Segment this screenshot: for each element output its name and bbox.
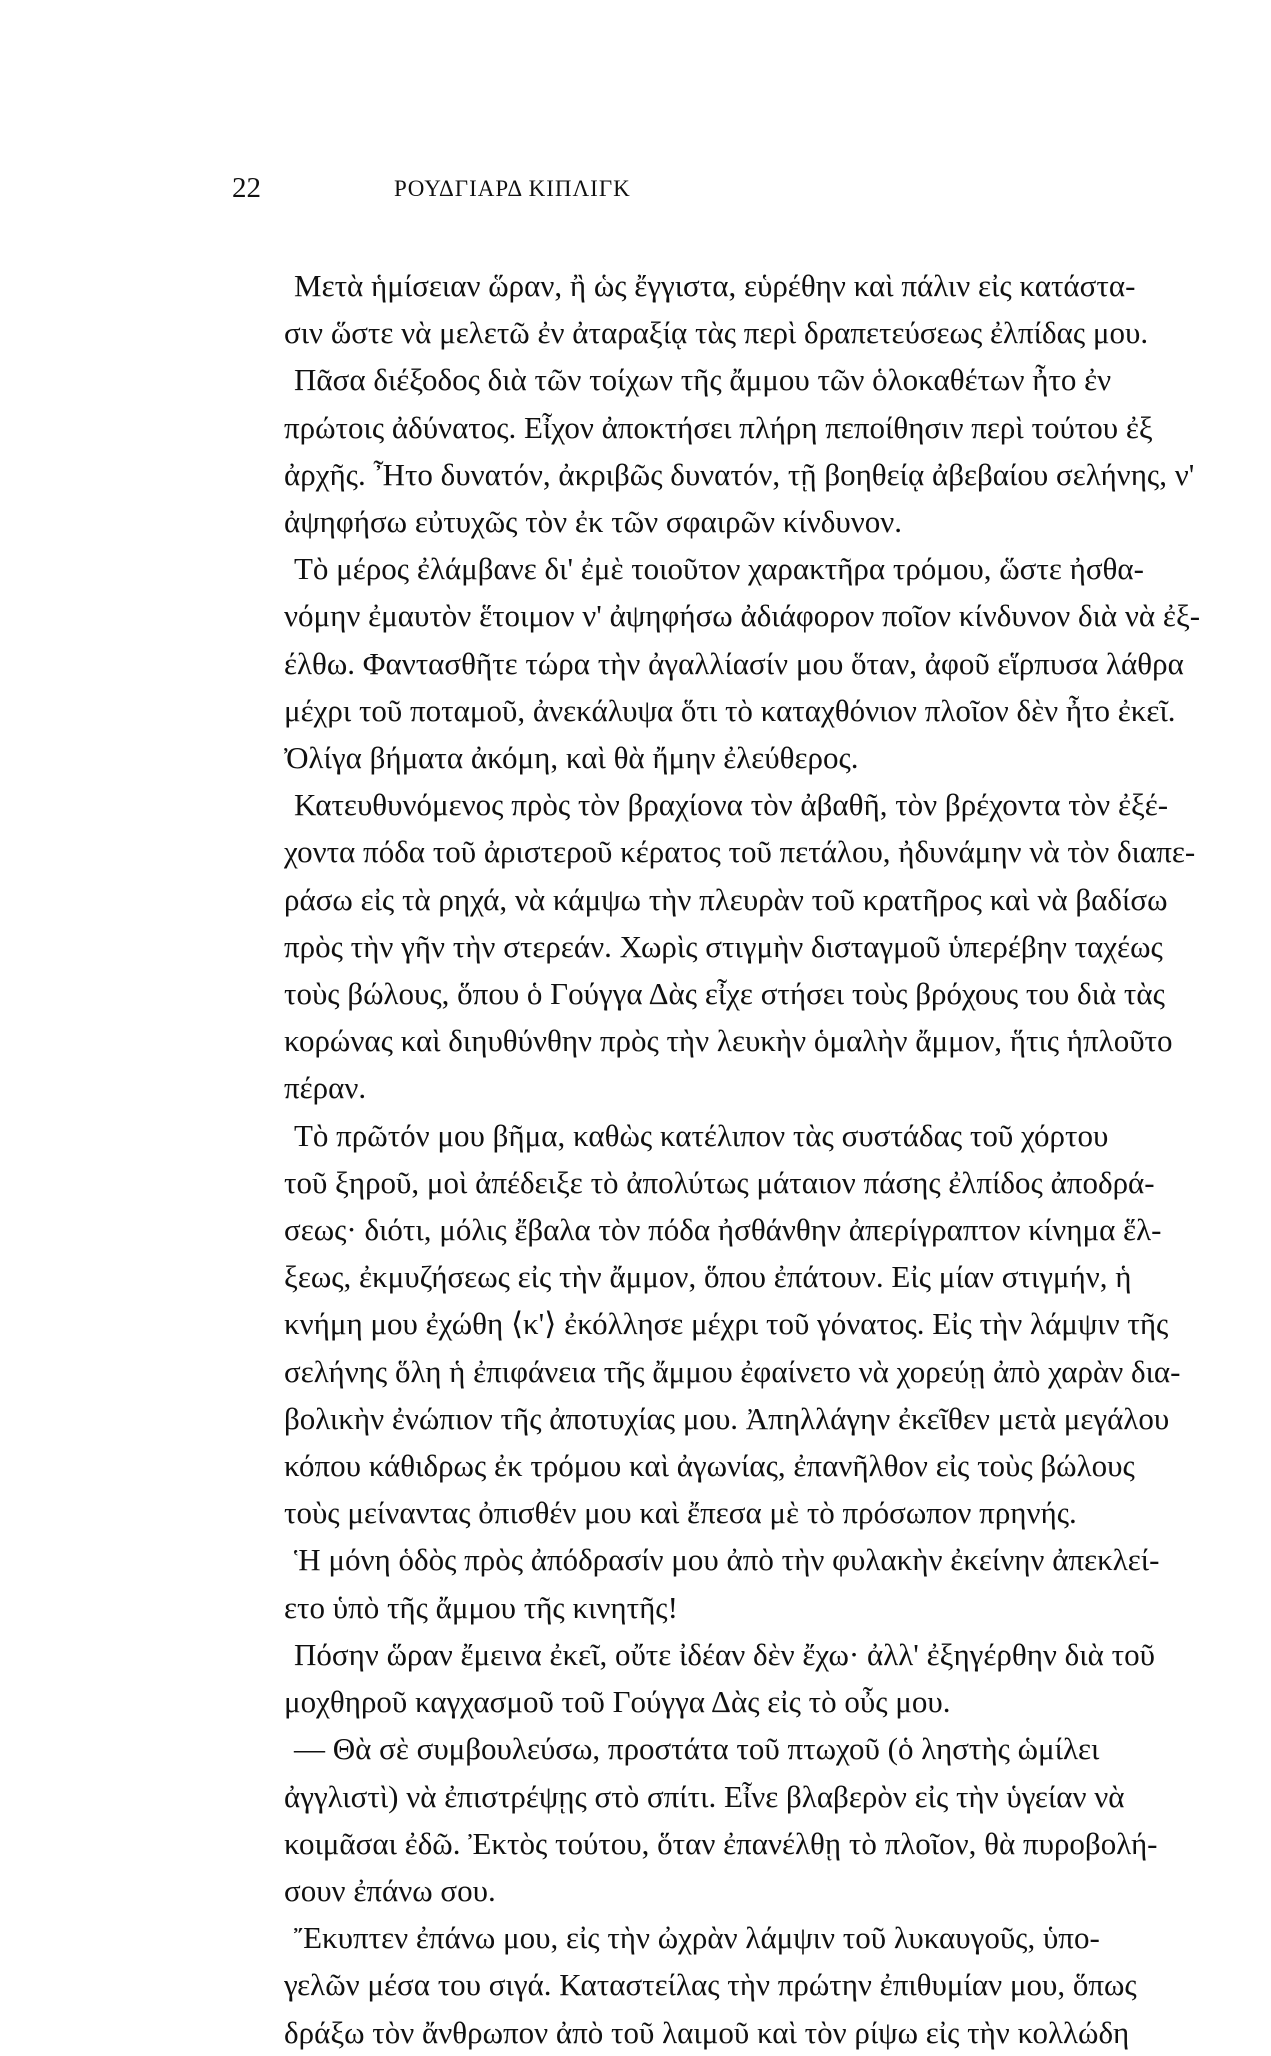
text-line: νόμην ἐμαυτὸν ἕτοιμον ν' ἀψηφήσω ἀδιάφορον ποῖον κίνδυνον διὰ νὰ ἐξ- bbox=[284, 598, 1201, 634]
text-line: σουν ἐπάνω σου. bbox=[284, 1872, 496, 1908]
text-line: Μετὰ ἡμίσειαν ὥραν, ἢ ὡς ἔγγιστα, εὑρέθην καὶ πάλιν εἰς κατάστα- bbox=[294, 268, 1136, 303]
text-line: βολικὴν ἐνώπιον τῆς ἀποτυχίας μου. Ἀπηλλάγην ἐκεῖθεν μετὰ μεγάλου bbox=[284, 1400, 1170, 1436]
text-line: σελήνης ὅλη ἡ ἐπιφάνεια τῆς ἄμμου ἐφαίνετο νὰ χορεύῃ ἀπὸ χαρὰν δια- bbox=[284, 1353, 1181, 1389]
body-text bbox=[284, 262, 1244, 2056]
text-line: ἀρχῆς. Ἦτο δυνατόν, ἀκριβῶς δυνατόν, τῇ βοηθείᾳ ἀβεβαίου σελήνης, ν' bbox=[284, 456, 1195, 492]
text-line: ἀγγλιστὶ) νὰ ἐπιστρέψῃς στὸ σπίτι. Εἶνε βλαβερὸν εἰς τὴν ὑγείαν νὰ bbox=[284, 1778, 1125, 1814]
text-line: μοχθηροῦ καγχασμοῦ τοῦ Γούγγα Δὰς εἰς τὸ οὖς μου. bbox=[284, 1684, 951, 1720]
text-line: ξεως, ἐκμυζήσεως εἰς τὴν ἄμμον, ὅπου ἐπάτουν. Εἰς μίαν στιγμήν, ἡ bbox=[284, 1259, 1132, 1295]
text-line: Ἡ μόνη ὁδὸς πρὸς ἀπόδρασίν μου ἀπὸ τὴν φυλακὴν ἐκείνην ἀπεκλεί- bbox=[294, 1542, 1160, 1578]
text-line: Τὸ μέρος ἐλάμβανε δι' ἐμὲ τοιοῦτον χαρακτῆρα τρόμου, ὥστε ἠσθα- bbox=[294, 551, 1144, 587]
text-line: κορώνας καὶ διηυθύνθην πρὸς τὴν λευκὴν ὁμαλὴν ἄμμον, ἥτις ἡπλοῦτο bbox=[284, 1023, 1173, 1059]
text-line: — Θὰ σὲ συμβουλεύσω, προστάτα τοῦ πτωχοῦ (ὁ ληστὴς ὡμίλει bbox=[294, 1731, 1100, 1767]
text-line: κνήμη μου ἐχώθη ⟨κ'⟩ ἐκόλλησε μέχρι τοῦ γόνατος. Εἰς τὴν λάμψιν τῆς bbox=[284, 1306, 1169, 1342]
text-line: τοῦ ξηροῦ, μοὶ ἀπέδειξε τὸ ἀπολύτως μάταιον πάσης ἐλπίδος ἀποδρά- bbox=[284, 1164, 1155, 1200]
text-line: δράξω τὸν ἄνθρωπον ἀπὸ τοῦ λαιμοῦ καὶ τὸν ρίψω εἰς τὴν κολλώδη bbox=[284, 2014, 1130, 2050]
text-line: Πόσην ὥραν ἔμεινα ἐκεῖ, οὔτε ἰδέαν δὲν ἔχω· ἀλλ' ἐξηγέρθην διὰ τοῦ bbox=[294, 1636, 1155, 1672]
text-line: χοντα πόδα τοῦ ἀριστεροῦ κέρατος τοῦ πετάλου, ἠδυνάμην νὰ τὸν διαπε- bbox=[284, 834, 1196, 870]
text-line: πέραν. bbox=[284, 1070, 367, 1106]
text-line: κόπου κάθιδρως ἐκ τρόμου καὶ ἀγωνίας, ἐπανῆλθον εἰς τοὺς βώλους bbox=[284, 1448, 1135, 1484]
text-line: πρὸς τὴν γῆν τὴν στερεάν. Χωρὶς στιγμὴν δισταγμοῦ ὑπερέβην ταχέως bbox=[284, 928, 1163, 964]
text-line: ετο ὑπὸ τῆς ἄμμου τῆς κινητῆς! bbox=[284, 1589, 678, 1625]
text-line: σιν ὥστε νὰ μελετῶ ἐν ἀταραξίᾳ τὰς περὶ δραπετεύσεως ἐλπίδας μου. bbox=[284, 315, 1149, 351]
page-number: 22 bbox=[232, 172, 261, 204]
text-line: ράσω εἰς τὰ ρηχά, νὰ κάμψω τὴν πλευρὰν τοῦ κρατῆρος καὶ νὰ βαδίσω bbox=[284, 881, 1168, 917]
text-line: μέχρι τοῦ ποταμοῦ, ἀνεκάλυψα ὅτι τὸ καταχθόνιον πλοῖον δὲν ἦτο ἐκεῖ. bbox=[284, 692, 1176, 728]
text-line: Πᾶσα διέξοδος διὰ τῶν τοίχων τῆς ἄμμου τῶν ὁλοκαθέτων ἦτο ἐν bbox=[294, 362, 1112, 398]
text-line: τοὺς μείναντας ὀπισθέν μου καὶ ἔπεσα μὲ τὸ πρόσωπον πρηνής. bbox=[284, 1495, 1077, 1531]
running-head: ΡΟΥΔΓΙΑΡΔ ΚΙΠΛΙΓΚ bbox=[394, 176, 631, 201]
text-line: πρώτοις ἀδύνατος. Εἶχον ἀποκτήσει πλήρη πεποίθησιν περὶ τούτου ἐξ bbox=[284, 409, 1153, 445]
text-line: Τὸ πρῶτόν μου βῆμα, καθὼς κατέλιπον τὰς συστάδας τοῦ χόρτου bbox=[294, 1117, 1109, 1153]
text-line: Κατευθυνόμενος πρὸς τὸν βραχίονα τὸν ἀβαθῆ, τὸν βρέχοντα τὸν ἐξέ- bbox=[294, 787, 1169, 823]
text-line: ἀψηφήσω εὐτυχῶς τὸν ἐκ τῶν σφαιρῶν κίνδυνον. bbox=[284, 504, 902, 540]
text-line: κοιμᾶσαι ἐδῶ. Ἐκτὸς τούτου, ὅταν ἐπανέλθῃ τὸ πλοῖον, θὰ πυροβολή- bbox=[284, 1825, 1158, 1861]
text-line: Ἔκυπτεν ἐπάνω μου, εἰς τὴν ὠχρὰν λάμψιν τοῦ λυκαυγοῦς, ὑπο- bbox=[294, 1920, 1100, 1956]
page-header bbox=[232, 172, 1032, 212]
text-line: σεως· διότι, μόλις ἔβαλα τὸν πόδα ἠσθάνθην ἀπερίγραπτον κίνημα ἕλ- bbox=[284, 1212, 1162, 1248]
text-line: έλθω. Φαντασθῆτε τώρα τὴν ἀγαλλίασίν μου ὅταν, ἀφοῦ εἵρπυσα λάθρα bbox=[284, 645, 1184, 681]
text-line: τοὺς βώλους, ὅπου ὁ Γούγγα Δὰς εἶχε στήσει τοὺς βρόχους του διὰ τὰς bbox=[284, 976, 1165, 1012]
text-line: γελῶν μέσα του σιγά. Καταστείλας τὴν πρώτην ἐπιθυμίαν μου, ὅπως bbox=[284, 1967, 1137, 2003]
text-line: Ὀλίγα βήματα ἀκόμη, καὶ θὰ ἤμην ἐλεύθερος. bbox=[284, 740, 859, 776]
